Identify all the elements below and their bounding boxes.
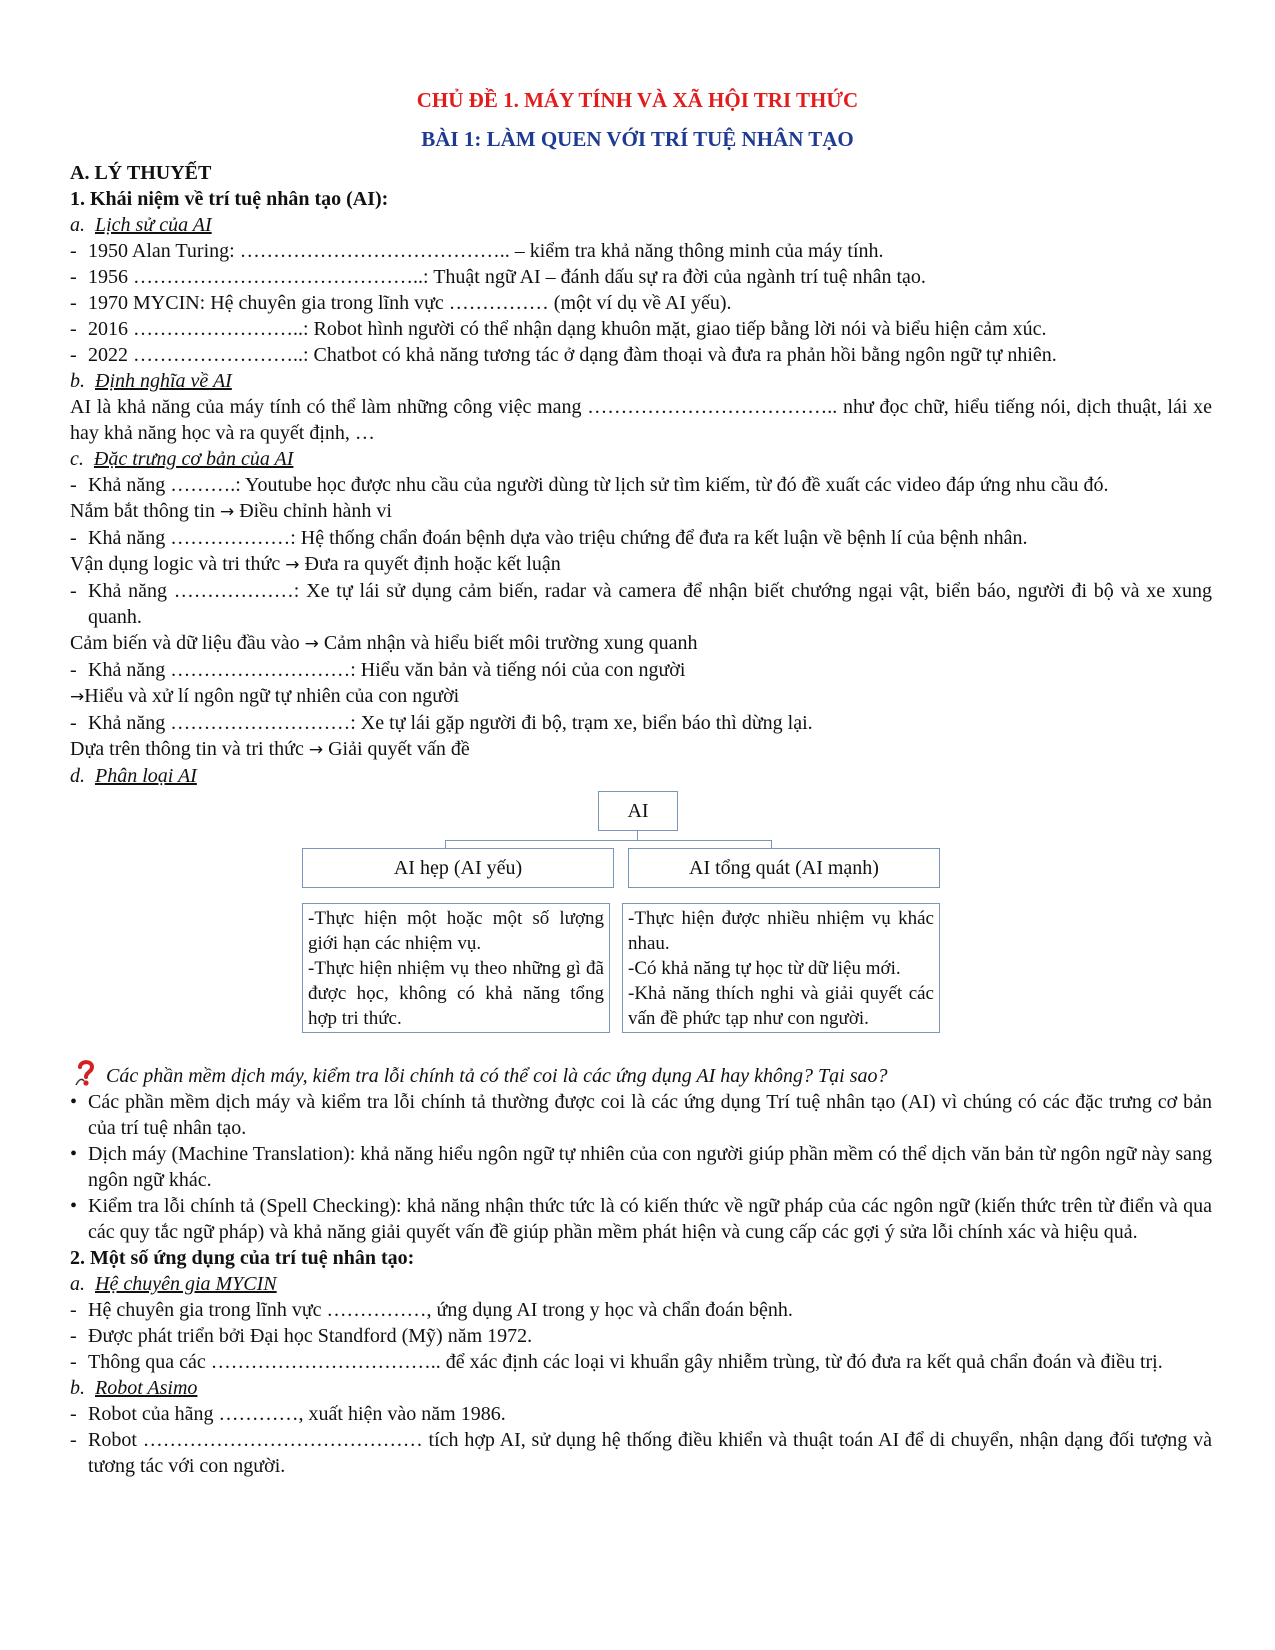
question-text: Các phần mềm dịch máy, kiểm tra lỗi chính tả có thể coi là các ứng dụng AI hay không? Tại sao?: [106, 1065, 888, 1087]
definition-paragraph: AI là khả năng của máy tính có thể làm những công việc mang ……………………………….. như đọc chữ, hiểu tiếng nói, dịch thuật, lái xe hay khả năng học và ra quyết định, …: [70, 396, 1212, 444]
ai-classification-diagram: [70, 791, 1212, 1059]
subheading-prefix: b.: [70, 1377, 85, 1399]
section-a-heading: A. LÝ THUYẾT: [70, 162, 212, 184]
mycin-list: [70, 1297, 1212, 1375]
arrow-icon: →: [219, 502, 235, 522]
topic-title: CHỦ ĐỀ 1. MÁY TÍNH VÀ XÃ HỘI TRI THỨC: [416, 88, 859, 112]
arrow-icon: →: [304, 634, 319, 654]
list-item: • Dịch máy (Machine Translation): khả năng hiểu ngôn ngữ tự nhiên của con người giúp phần mềm có thể dịch văn bản từ ngôn ngữ này sang ngôn ngữ khác.: [70, 1143, 1212, 1191]
list-item: - Hệ chuyên gia trong lĩnh vực ……………, ứng dụng AI trong y học và chẩn đoán bệnh.: [70, 1299, 793, 1321]
arrow-icon: →: [285, 555, 300, 575]
trait-summary: →Hiểu và xử lí ngôn ngữ tự nhiên của con người: [70, 685, 460, 707]
general-ai-description: -Thực hiện được nhiều nhiệm vụ khác nhau. -Có khả năng tự học từ dữ liệu mới. -Khả năng thích nghi và giải quyết các vấn đề phức tạp như con người.: [622, 903, 940, 1033]
subheading-prefix: a.: [70, 1273, 85, 1295]
subheading-title: Hệ chuyên gia MYCIN: [95, 1273, 277, 1295]
list-item: - Thông qua các …………………………….. để xác định các loại vi khuẩn gây nhiễm trùng, từ đó đưa ra kết quả chẩn đoán và điều trị.: [70, 1351, 1163, 1373]
list-item: - 1950 Alan Turing: ………………………………….. – kiểm tra khả năng thông minh của máy tính.: [70, 240, 884, 262]
list-item: - 2016 ……………………..: Robot hình người có thể nhận dạng khuôn mặt, giao tiếp bằng lời nói và biểu hiện cảm xúc.: [70, 318, 1047, 340]
ai-root-box: AI: [598, 791, 678, 831]
document-body: [70, 160, 1212, 1479]
list-item: - 1956 ……………………………………..: Thuật ngữ AI – đánh dấu sự ra đời của ngành trí tuệ nhân tạo.: [70, 266, 926, 288]
subheading-a2: [70, 1271, 1212, 1297]
connector-line: [637, 831, 638, 840]
subheading-title: Robot Asimo: [95, 1377, 198, 1399]
history-list: [70, 238, 1212, 368]
list-item: - Khả năng ………………: Hệ thống chẩn đoán bệnh dựa vào triệu chứng để đưa ra kết luận về bệnh lí của bệnh nhân.: [70, 527, 1028, 549]
list-item: - 1970 MYCIN: Hệ chuyên gia trong lĩnh vực …………… (một ví dụ về AI yếu).: [70, 292, 732, 314]
trait-summary: Vận dụng logic và tri thức → Đưa ra quyết định hoặc kết luận: [70, 553, 561, 575]
heading-2: 2. Một số ứng dụng của trí tuệ nhân tạo:: [70, 1247, 415, 1269]
list-item: - Khả năng ………………: Xe tự lái sử dụng cảm biến, radar và camera để nhận biết chướng ngại vật, biển báo, người đi bộ và xe xung quanh.: [70, 580, 1212, 628]
lesson-title: BÀI 1: LÀM QUEN VỚI TRÍ TUỆ NHÂN TẠO: [421, 127, 854, 151]
list-item: - Khả năng ……….: Youtube học được nhu cầu của người dùng từ lịch sử tìm kiếm, từ đó đề xuất các video đáp ứng nhu cầu đó.: [70, 474, 1109, 496]
general-ai-box: AI tổng quát (AI mạnh): [628, 848, 940, 888]
question-block: [70, 1063, 1212, 1089]
subheading-b2: [70, 1375, 1212, 1401]
connector-line: [771, 840, 772, 848]
list-item: • Các phần mềm dịch máy và kiểm tra lỗi chính tả thường được coi là các ứng dụng Trí tuệ nhân tạo (AI) vì chúng có các đặc trưng cơ bản của trí tuệ nhân tạo.: [70, 1091, 1212, 1139]
subheading-b: [70, 368, 1212, 394]
subheading-prefix: d.: [70, 765, 85, 787]
list-item: - 2022 ……………………..: Chatbot có khả năng tương tác ở dạng đàm thoại và đưa ra phản hồi bằng ngôn ngữ tự nhiên.: [70, 344, 1057, 366]
subheading-title: Phân loại AI: [95, 765, 197, 787]
subheading-d: [70, 763, 1212, 789]
subheading-prefix: c.: [70, 448, 84, 470]
subheading-title: Lịch sử của AI: [95, 214, 212, 236]
traits-list: [70, 472, 1212, 763]
trait-summary: Nắm bắt thông tin → Điều chỉnh hành vi: [70, 500, 392, 522]
answer-list: [70, 1089, 1212, 1245]
arrow-icon: →: [70, 687, 85, 707]
question-mark-icon: [70, 1057, 102, 1089]
connector-line: [445, 840, 772, 841]
subheading-a: [70, 212, 1212, 238]
narrow-ai-box: AI hẹp (AI yếu): [302, 848, 614, 888]
list-item: • Kiểm tra lỗi chính tả (Spell Checking): khả năng nhận thức tức là có kiến thức về ngữ pháp của các ngôn ngữ (kiến thức trên từ điển và qua các quy tắc ngữ pháp) và khả năng giải quyết vấn đề giúp phần mềm phát hiện và cung cấp các gợi ý sửa lỗi chính xác và hiệu quả.: [70, 1195, 1212, 1243]
heading-1: 1. Khái niệm về trí tuệ nhân tạo (AI):: [70, 188, 389, 210]
asimo-list: [70, 1401, 1212, 1479]
subheading-prefix: a.: [70, 214, 85, 236]
list-item: - Robot của hãng …………, xuất hiện vào năm 1986.: [70, 1403, 506, 1425]
subheading-title: Định nghĩa về AI: [95, 370, 232, 392]
subheading-c: [70, 446, 1212, 472]
subheading-title: Đặc trưng cơ bản của AI: [93, 448, 294, 470]
trait-summary: Cảm biến và dữ liệu đầu vào → Cảm nhận và hiểu biết môi trường xung quanh: [70, 632, 698, 654]
subheading-prefix: b.: [70, 370, 85, 392]
arrow-icon: →: [308, 740, 324, 760]
list-item: - Khả năng ………………………: Hiểu văn bản và tiếng nói của con người: [70, 659, 686, 681]
trait-summary: Dựa trên thông tin và tri thức → Giải quyết vấn đề: [70, 738, 470, 760]
list-item: - Được phát triển bởi Đại học Standford (Mỹ) năm 1972.: [70, 1325, 533, 1347]
list-item: - Khả năng ………………………: Xe tự lái gặp người đi bộ, trạm xe, biển báo thì dừng lại.: [70, 712, 813, 734]
connector-line: [445, 840, 446, 848]
narrow-ai-description: -Thực hiện một hoặc một số lượng giới hạn các nhiệm vụ. -Thực hiện nhiệm vụ theo những gì đã được học, không có khả năng tổng hợp tri thức.: [302, 903, 610, 1033]
list-item: - Robot …………………………………… tích hợp AI, sử dụng hệ thống điều khiển và thuật toán AI để di chuyển, nhận dạng đối tượng và tương tác với con người.: [70, 1429, 1212, 1477]
